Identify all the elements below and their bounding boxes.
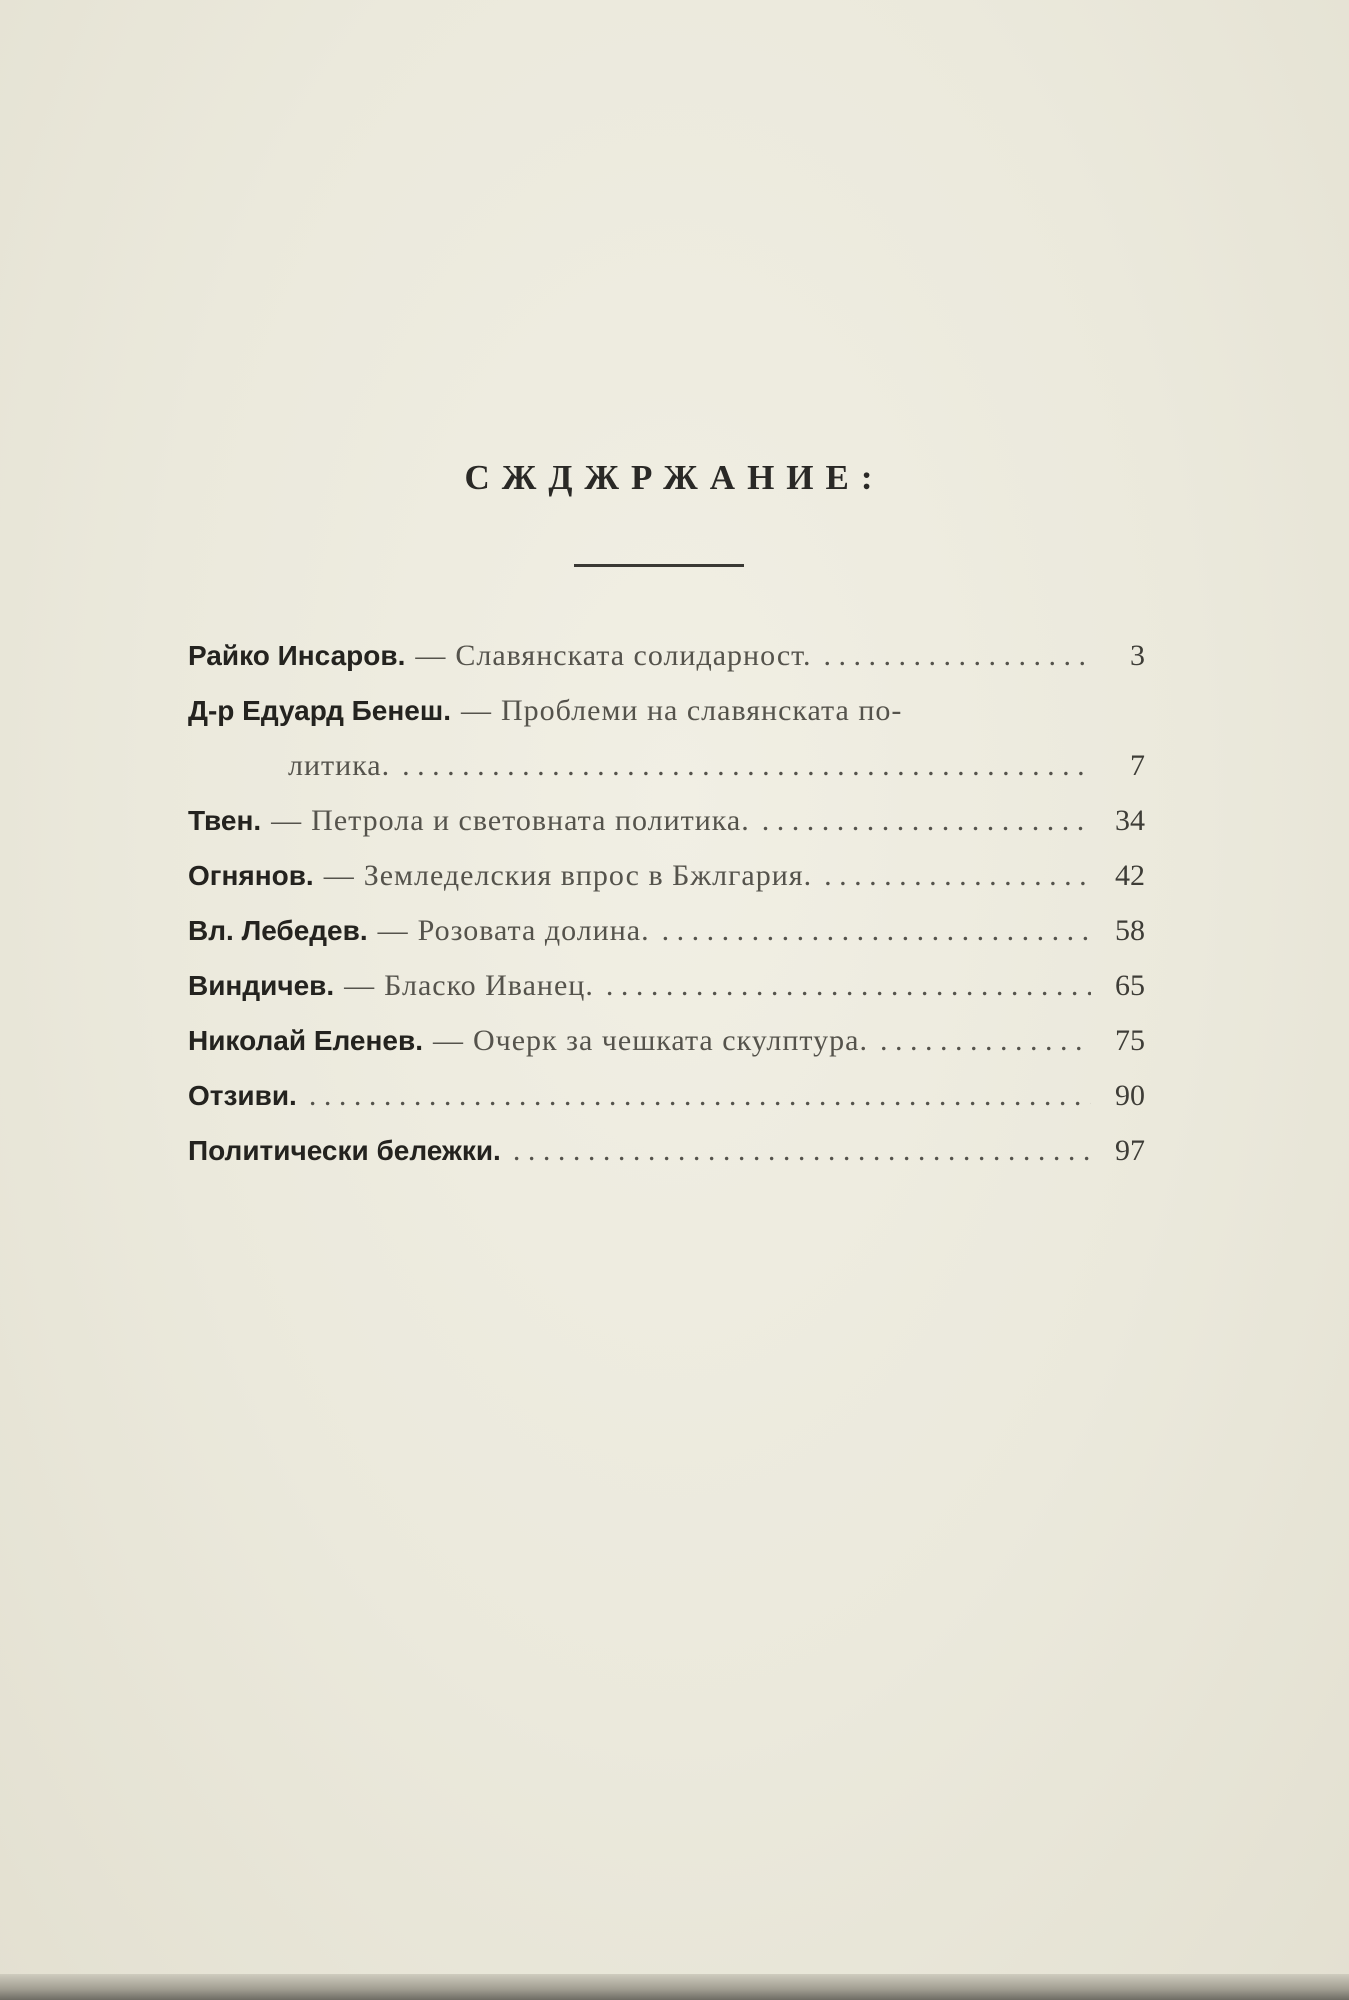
- toc-title: Петрола и световната политика.: [311, 804, 750, 837]
- dot-leader: [762, 793, 1091, 848]
- toc-entry: [188, 628, 1145, 683]
- toc-author: Отзиви.: [188, 1080, 297, 1111]
- toc-title: Бласко Иванец.: [384, 969, 594, 1002]
- toc-page-number: 42: [1115, 859, 1145, 892]
- toc-page-number: 7: [1130, 749, 1145, 782]
- table-of-contents: [188, 628, 1145, 1178]
- toc-page-number: 34: [1115, 804, 1145, 837]
- dot-leader: [662, 903, 1091, 958]
- toc-author: Твен.: [188, 805, 262, 836]
- toc-separator: —: [344, 969, 375, 1002]
- page-bottom-edge: [0, 1974, 1349, 2000]
- toc-author: Политически бележки.: [188, 1135, 501, 1166]
- toc-author: Райко Инсаров.: [188, 640, 406, 671]
- toc-entry: [188, 793, 1145, 848]
- contents-heading: СЖДЖРЖАНИЕ:: [464, 458, 885, 497]
- toc-separator: —: [271, 804, 302, 837]
- toc-author: Д-р Едуард Бенеш.: [188, 695, 451, 726]
- dot-leader: [824, 848, 1091, 903]
- toc-author: Николай Еленев.: [188, 1025, 423, 1056]
- toc-entry: [188, 1068, 1145, 1123]
- toc-page-number: 65: [1115, 969, 1145, 1002]
- toc-title-continuation: литика.: [288, 749, 391, 782]
- toc-title: Очерк за чешката скулптура.: [472, 1024, 868, 1057]
- toc-separator: —: [460, 694, 491, 727]
- toc-title: Розовата долина.: [417, 914, 650, 947]
- toc-separator: —: [415, 639, 446, 672]
- toc-entry: [188, 1123, 1145, 1178]
- toc-author: Вл. Лебедев.: [188, 915, 368, 946]
- toc-title: Славянската солидарност.: [455, 639, 812, 672]
- toc-author: Виндичев.: [188, 970, 335, 1001]
- toc-page-number: 58: [1115, 914, 1145, 947]
- dot-leader: [824, 628, 1091, 683]
- heading-rule: [574, 564, 744, 567]
- dot-leader: [513, 1123, 1091, 1178]
- dot-leader: [606, 958, 1091, 1013]
- toc-title: Проблеми на славянската по-: [500, 694, 903, 727]
- toc-author: Огнянов.: [188, 860, 314, 891]
- toc-separator: —: [432, 1024, 463, 1057]
- toc-entry: [188, 848, 1145, 903]
- dot-leader: [309, 1068, 1091, 1123]
- toc-page-number: 90: [1115, 1079, 1145, 1112]
- toc-title: Земледелския впрос в Бжлгария.: [363, 859, 813, 892]
- toc-entry: [188, 903, 1145, 958]
- toc-separator: —: [377, 914, 408, 947]
- toc-separator: —: [323, 859, 354, 892]
- dot-leader: [880, 1013, 1091, 1068]
- dot-leader: [402, 738, 1091, 793]
- toc-entry: [188, 958, 1145, 1013]
- toc-page-number: 3: [1130, 639, 1145, 672]
- toc-page-number: 97: [1115, 1134, 1145, 1167]
- toc-page-number: 75: [1115, 1024, 1145, 1057]
- toc-entry: [188, 683, 1145, 793]
- toc-entry: [188, 1013, 1145, 1068]
